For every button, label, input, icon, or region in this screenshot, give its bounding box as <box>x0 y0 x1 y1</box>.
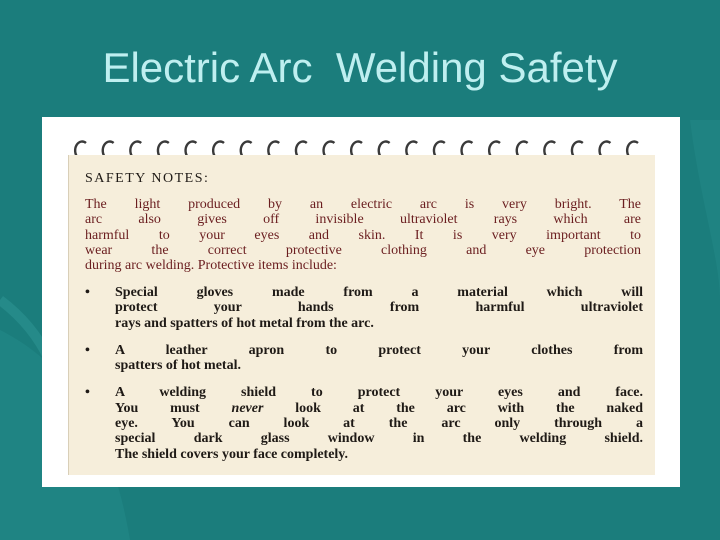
slide-title: Electric Arc Welding Safety <box>102 44 618 91</box>
bullet-line: protect your hands from harmful ultraviolet <box>115 300 643 316</box>
safety-notes-page <box>68 155 655 475</box>
intro-line: The light produced by an electric arc is very bright. The <box>85 197 641 212</box>
intro-line: arc also gives off invisible ultraviolet rays which are <box>85 212 641 228</box>
bullet-line: A welding shield to protect your eyes and face. <box>115 385 643 401</box>
list-item-apron <box>83 343 643 374</box>
book-page-photo <box>42 117 680 487</box>
text-run: You must <box>115 400 232 416</box>
bullet-icon: • <box>85 342 90 358</box>
intro-line: harmful to your eyes and skin. It is very important to <box>85 227 641 243</box>
safety-notes-heading: SAFETY NOTES: <box>85 171 210 186</box>
bullet-line: special dark glass window in the welding shield. <box>115 431 643 447</box>
bullet-line: The shield covers your face completely. <box>115 446 349 462</box>
text-run: look at the arc with the naked <box>263 400 644 416</box>
bullet-line-emphasis <box>115 401 643 416</box>
bullet-icon: • <box>85 385 90 401</box>
intro-line: wear the correct protective clothing and eye protection <box>85 242 641 258</box>
emphasis-never: never <box>231 400 264 416</box>
list-item-gloves <box>83 285 643 331</box>
bullet-line: A leather apron to protect your clothes from <box>115 342 643 358</box>
bullet-line: eye. You can look at the arc only through a <box>115 416 643 432</box>
bullet-icon: • <box>85 285 90 300</box>
bullet-line: Special gloves made from a material which will <box>115 285 643 300</box>
intro-line: during arc welding. Protective items include: <box>85 258 337 274</box>
protective-items-list <box>83 285 643 474</box>
safety-notes-intro <box>85 197 641 273</box>
bullet-line: rays and spatters of hot metal from the arc. <box>115 315 374 331</box>
bullet-line: spatters of hot metal. <box>115 358 241 374</box>
list-item-shield <box>83 385 643 461</box>
